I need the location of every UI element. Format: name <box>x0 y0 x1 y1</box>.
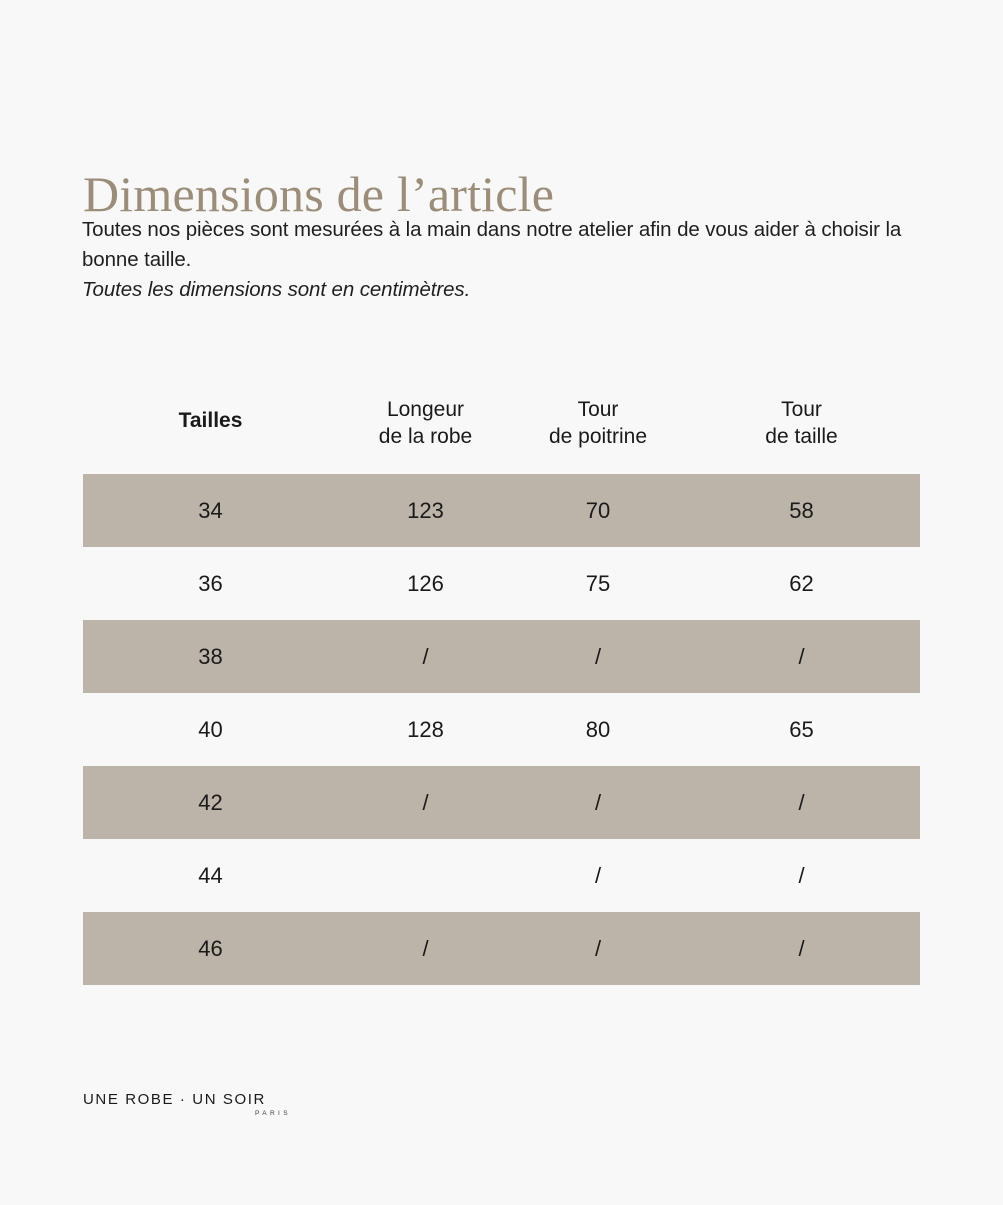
cell-size: 42 <box>83 766 338 839</box>
column-header-dress-length-line1: Longeur <box>386 398 465 421</box>
cell-waist: 58 <box>683 474 920 547</box>
brand-logo-city: PARIS <box>254 1110 291 1117</box>
cell-size: 46 <box>83 912 338 985</box>
column-header-sizes-line1: Tailles <box>178 408 243 432</box>
table-row <box>83 912 920 985</box>
size-chart-table <box>83 396 920 985</box>
column-header-sizes <box>83 396 338 474</box>
table-row <box>83 620 920 693</box>
cell-bust: / <box>594 862 602 888</box>
brand-logo <box>83 1091 293 1118</box>
column-header-dress-length-line2: de la robe <box>378 425 473 448</box>
table-row <box>83 547 920 620</box>
column-header-bust-line1: Tour <box>577 398 619 421</box>
cell-bust: / <box>513 766 683 839</box>
table-row <box>83 839 920 912</box>
cell-waist: 65 <box>789 716 814 742</box>
cell-waist: / <box>683 620 920 693</box>
intro-paragraph: Toutes nos pièces sont mesurées à la main dans notre atelier afin de vous aider à choisir la bonne taille. <box>82 218 902 271</box>
column-header-waist-line1: Tour <box>781 398 822 421</box>
cell-dress-length: / <box>338 766 513 839</box>
cell-size: 38 <box>83 620 338 693</box>
intro-text-block <box>82 215 942 305</box>
cell-size: 34 <box>83 474 338 547</box>
intro-units-note: Toutes les dimensions sont en centimètres. <box>82 278 471 301</box>
cell-size: 40 <box>198 716 223 742</box>
cell-dress-length: 126 <box>407 570 444 596</box>
cell-bust: / <box>513 620 683 693</box>
cell-waist: / <box>683 912 920 985</box>
column-header-waist-line2: de taille <box>765 425 838 448</box>
table-header-row <box>83 396 920 474</box>
column-header-bust <box>513 396 683 474</box>
table-row <box>83 766 920 839</box>
table-body <box>83 474 920 985</box>
cell-waist: / <box>683 766 920 839</box>
cell-dress-length: / <box>338 620 513 693</box>
page-title: Dimensions de l’article <box>83 165 555 222</box>
cell-waist: 62 <box>789 570 814 596</box>
column-header-bust-line2: de poitrine <box>548 425 648 448</box>
cell-bust: 75 <box>585 570 611 596</box>
brand-logo-name: UNE ROBE · UN SOIR <box>83 1091 266 1108</box>
table-row <box>83 474 920 547</box>
column-header-dress-length <box>338 396 513 474</box>
table-row <box>83 693 920 766</box>
cell-bust: 80 <box>585 716 611 742</box>
cell-waist: / <box>798 862 805 888</box>
cell-size: 44 <box>198 862 223 888</box>
cell-dress-length: 123 <box>338 474 513 547</box>
cell-dress-length: 128 <box>407 716 444 742</box>
cell-bust: / <box>513 912 683 985</box>
table-header <box>83 396 920 474</box>
cell-dress-length: / <box>338 912 513 985</box>
cell-bust: 70 <box>513 474 683 547</box>
cell-dress-length <box>338 839 513 912</box>
cell-size: 36 <box>198 570 223 596</box>
column-header-waist <box>683 396 920 474</box>
